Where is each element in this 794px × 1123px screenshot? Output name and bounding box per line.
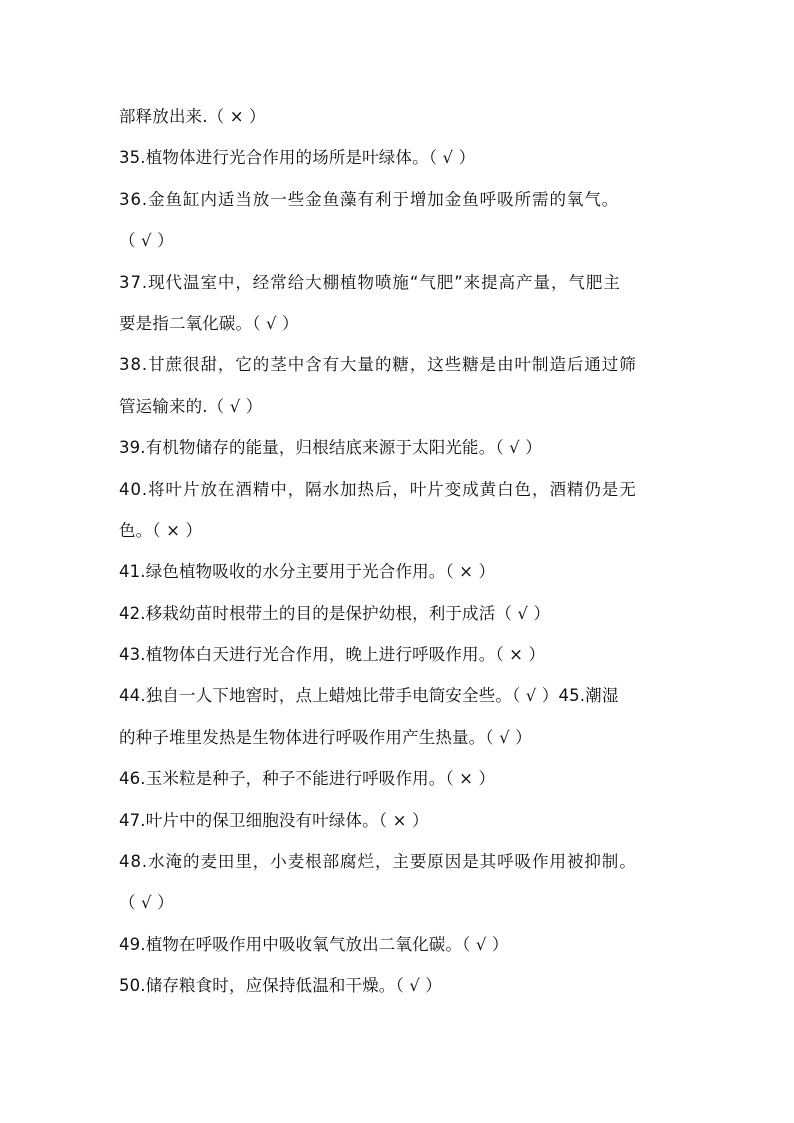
question-41 [119, 558, 679, 599]
line-text: 48.水淹的麦田里，小麦根部腐烂，主要原因是其呼吸作用被抑制。 [119, 852, 637, 872]
line-text: 38.甘蔗很甜，它的茎中含有大量的糖，这些糖是由叶制造后通过筛 [119, 355, 637, 375]
text-line [119, 310, 679, 351]
question-45-continued [119, 724, 679, 765]
question-35 [119, 144, 679, 185]
text-line [119, 889, 679, 930]
line-text: 47.叶片中的保卫细胞没有叶绿体。（ × ） [119, 810, 429, 830]
document-body [119, 103, 679, 1014]
line-text: 部释放出来.（ × ） [119, 107, 266, 126]
line-text: 的种子堆里发热是生物体进行呼吸作用产生热量。（ √ ） [119, 727, 532, 747]
line-text: 39.有机物储存的能量，归根结底来源于太阳光能。（ √ ） [119, 438, 542, 458]
line-text: 37.现代温室中，经常给大棚植物喷施“气肥”来提高产量，气肥主 [119, 272, 621, 292]
question-44 [119, 682, 679, 723]
text-line [119, 227, 679, 268]
question-42 [119, 600, 679, 641]
line-text: 要是指二氧化碳。（ √ ） [119, 313, 299, 333]
question-48 [119, 848, 679, 889]
question-43 [119, 641, 679, 682]
line-text: 43.植物体白天进行光合作用，晚上进行呼吸作用。（ × ） [119, 645, 546, 665]
question-49 [119, 931, 679, 972]
line-text: （ √ ） [119, 893, 174, 913]
text-line [119, 103, 679, 144]
line-text: 49.植物在呼吸作用中吸收氧气放出二氧化碳。（ √ ） [119, 934, 509, 954]
question-46 [119, 765, 679, 806]
line-text: 管运输来的.（ √ ） [119, 396, 263, 416]
line-text: 40.将叶片放在酒精中，隔水加热后，叶片变成黄白色，酒精仍是无 [119, 479, 637, 499]
line-text: 44.独自一人下地窖时，点上蜡烛比带手电筒安全些。（ √ ）45.潮湿 [119, 686, 619, 706]
text-line [119, 517, 679, 558]
question-47 [119, 807, 679, 848]
line-text: 41.绿色植物吸收的水分主要用于光合作用。（ × ） [119, 562, 496, 582]
line-text: 36.金鱼缸内适当放一些金鱼藻有利于增加金鱼呼吸所需的氧气。 [119, 189, 620, 209]
line-text: 35.植物体进行光合作用的场所是叶绿体。（ √ ） [119, 148, 476, 168]
question-39 [119, 434, 679, 475]
question-40 [119, 476, 679, 517]
line-text: 50.储存粮食时，应保持低温和干燥。（ √ ） [119, 976, 442, 996]
line-text: （ √ ） [119, 231, 174, 251]
text-line [119, 393, 679, 434]
line-text: 46.玉米粒是种子，种子不能进行呼吸作用。（ × ） [119, 769, 496, 789]
question-38 [119, 351, 679, 392]
question-50 [119, 972, 679, 1013]
question-37 [119, 269, 679, 310]
line-text: 色。（ × ） [119, 520, 203, 540]
question-36 [119, 186, 679, 227]
line-text: 42.移栽幼苗时根带土的目的是保护幼根，利于成活（ √ ） [119, 603, 551, 623]
